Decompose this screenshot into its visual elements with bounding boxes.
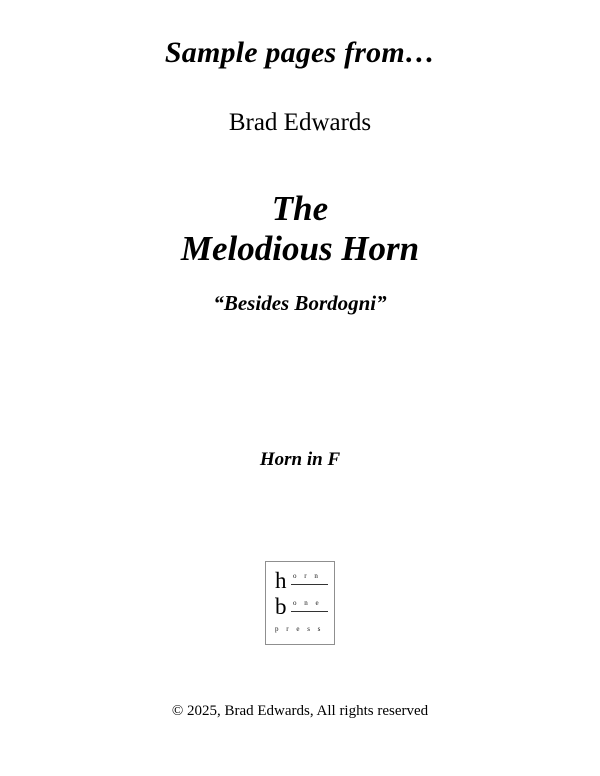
- logo-divider-bottom: [291, 611, 328, 612]
- copyright-notice: © 2025, Brad Edwards, All rights reserved: [171, 703, 429, 719]
- page-title-line-1: The: [271, 189, 329, 228]
- instrument-label: Horn in F: [259, 449, 341, 470]
- page-subtitle: “Besides Bordogni”: [213, 291, 387, 315]
- sample-pages-heading: Sample pages from…: [164, 36, 436, 69]
- page-title-line-2: Melodious Horn: [180, 228, 420, 268]
- logo-word-press: p r e s s: [275, 625, 324, 633]
- publisher-logo-wrapper: [0, 561, 600, 645]
- logo-word-bone: o n e: [293, 599, 322, 607]
- logo-word-horn: o r n: [293, 572, 321, 580]
- author-name: Brad Edwards: [228, 109, 372, 136]
- hornbone-press-logo: [265, 561, 335, 645]
- logo-divider-top: [291, 584, 328, 585]
- page-title: [0, 189, 600, 269]
- logo-letter-h: h: [275, 568, 287, 593]
- logo-letter-b: b: [275, 594, 287, 619]
